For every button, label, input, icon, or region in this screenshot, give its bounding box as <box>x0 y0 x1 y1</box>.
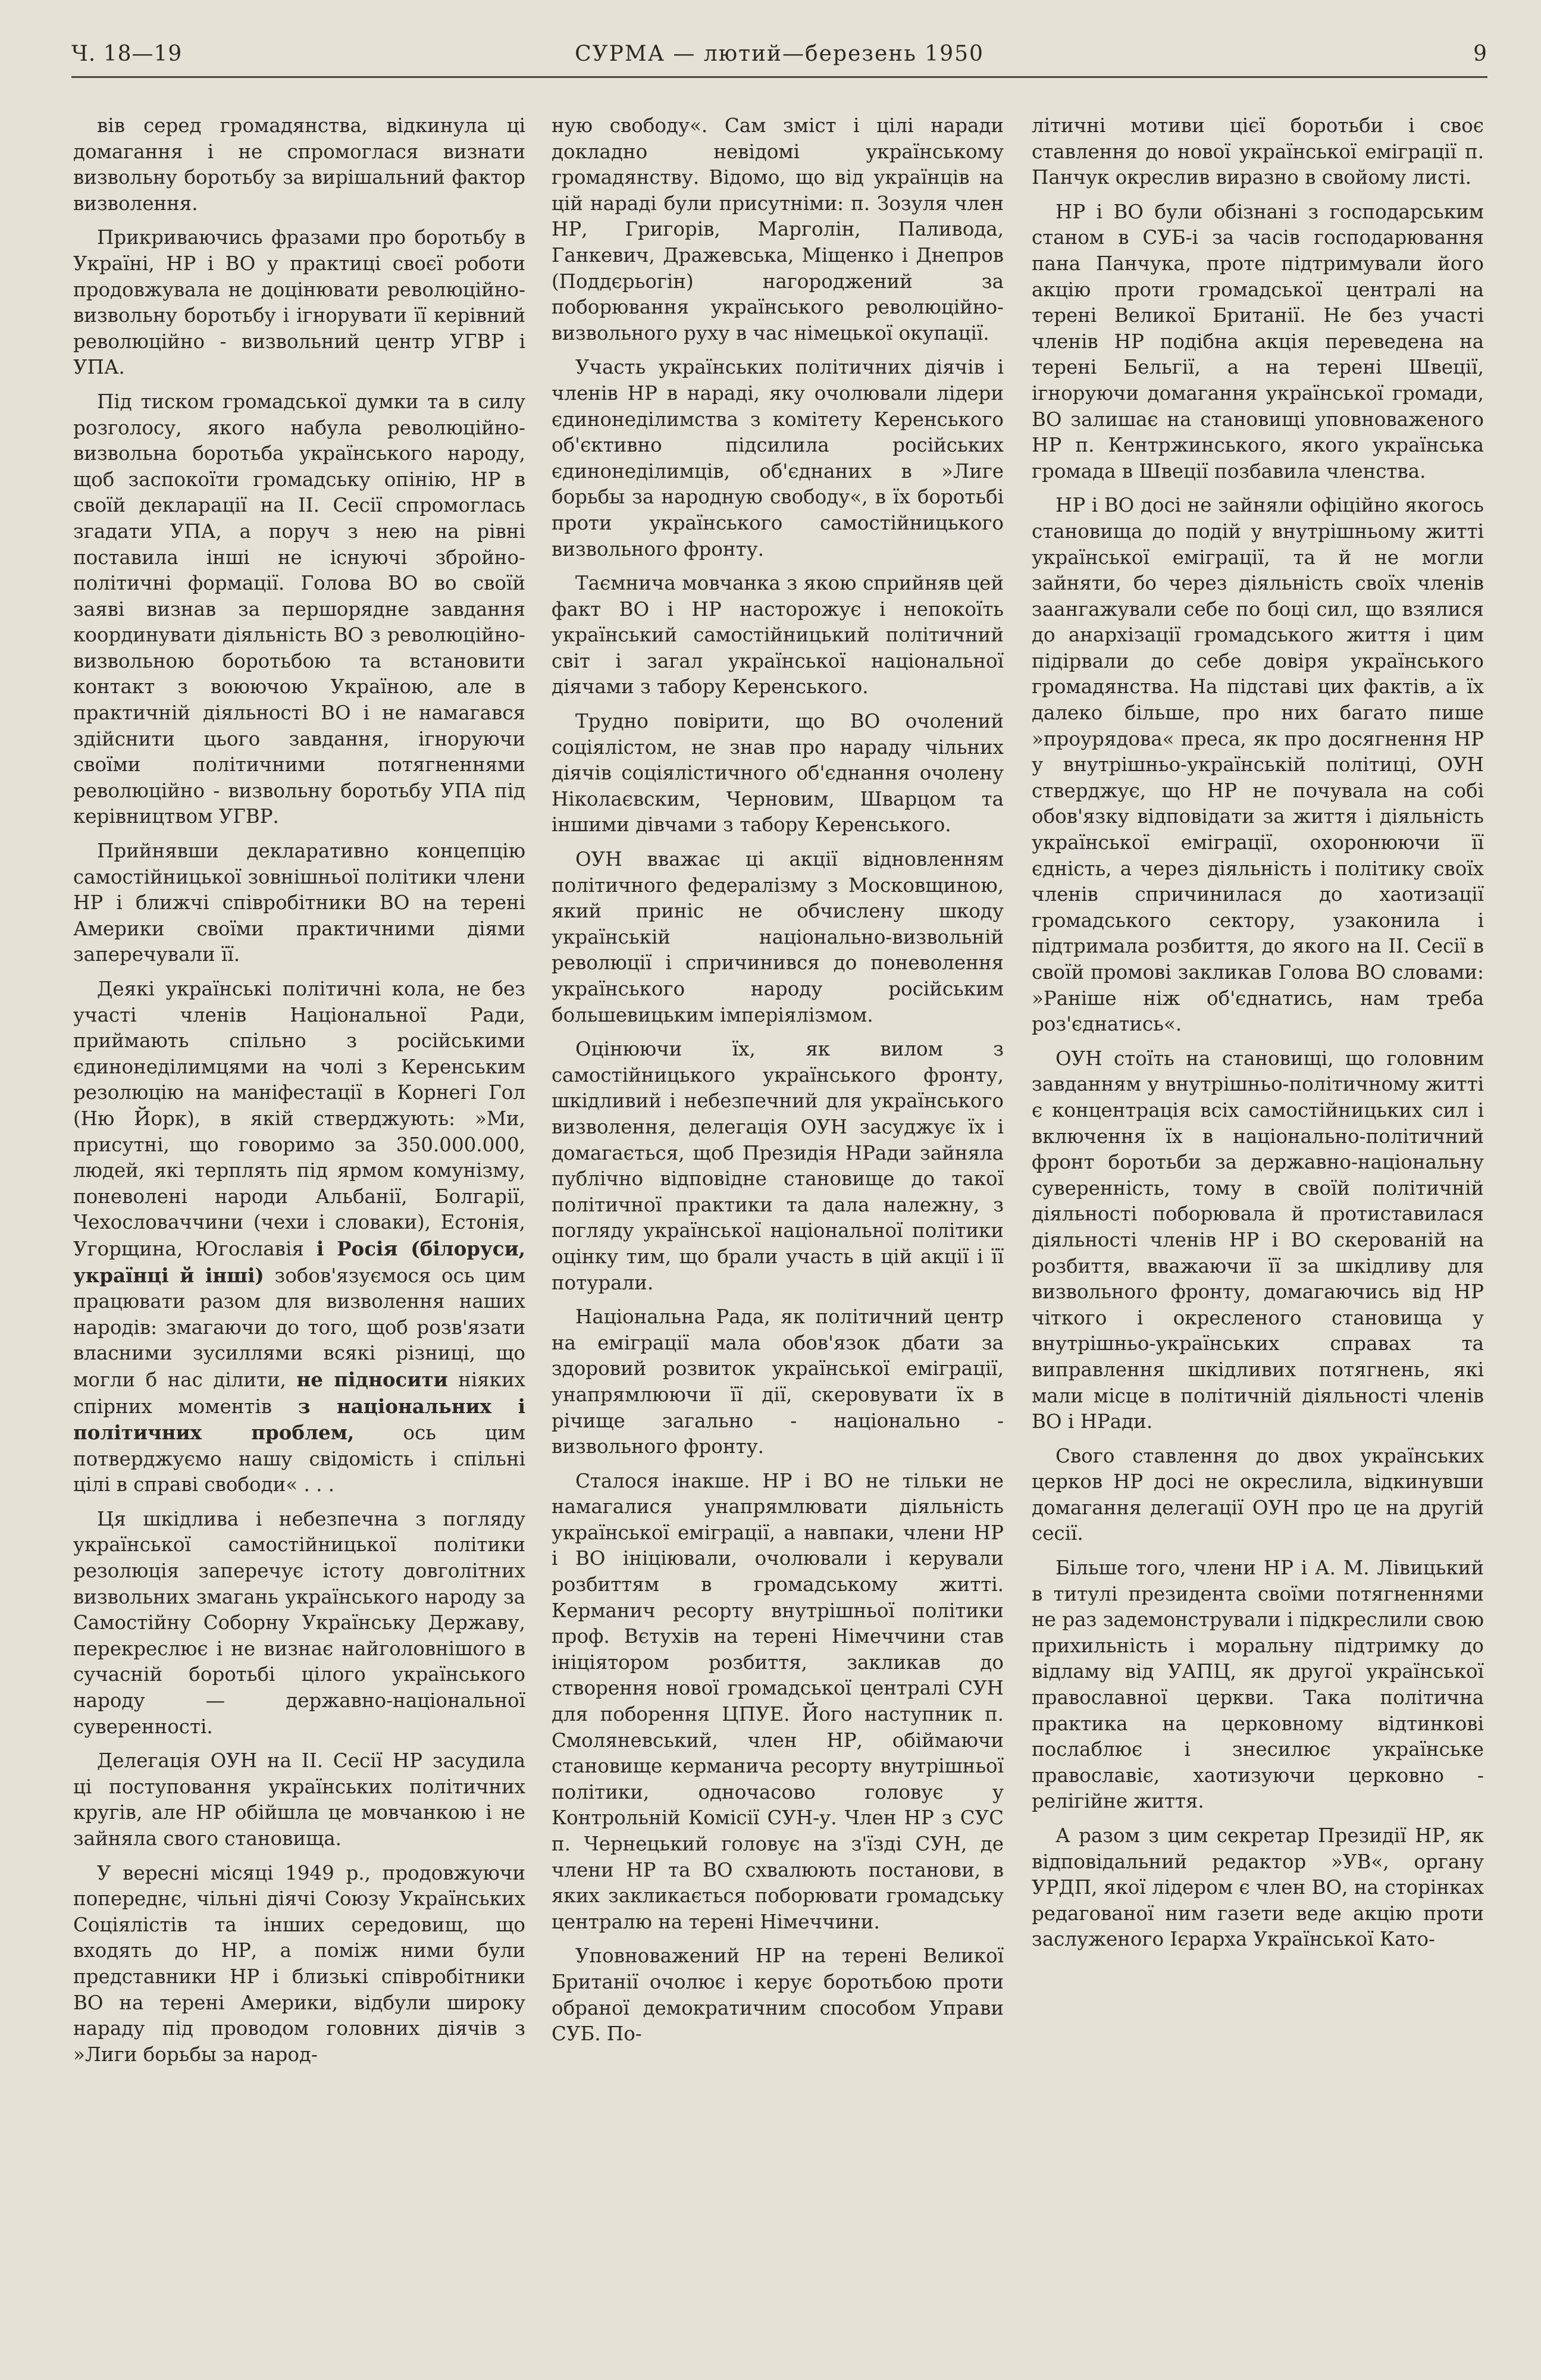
paragraph-text: ніяких спірних моментів <box>73 1368 525 1418</box>
paragraph-text: Участь українських політичних діячів і членів НР в нараді, яку очолювали лідери єдинонеділимства з комітету Керенського об'єктивно підсилила російських єдинонеділимців, об'єднаних в »Лиге борьбы за народную свободу«, в їх боротьбі проти українського самостійницького визвольного фронту. <box>552 356 1004 560</box>
article-paragraph <box>1032 113 1484 191</box>
paragraph-text: Таємнича мовчанка з якою сприйняв цей факт ВО і НР насторожує і непокоїть український самостійницький політичний світ і загал української національної діячами з табору Керенського. <box>552 572 1004 699</box>
paragraph-text: ную свободу«. Сам зміст і цілі наради докладно невідомі українському громадянству. Відомо, що від українців на цій нараді були присутніми: п. Зозуля член НР, Григорів, Марголін, Паливода, Ганкевич, Дражевська, Міщенко і Днепров (Поддєрьогін) нагороджений за поборювання українського революційно-визвольного руху в час німецької окупації. <box>552 114 1004 345</box>
column-2 <box>552 113 1004 2362</box>
article-paragraph <box>552 847 1004 1028</box>
paragraph-text: НР і ВО досі не зайняли офіційно якогось становища до подій у внутрішньому житті української еміграції, та й не могли зайняти, бо через діяльність своїх членів заангажували себе по боці сил, що взялися до анархізації громадського життя і цим підірвали до себе довіря українського громадянства. На підставі цих фактів, а їх далеко більше, про них багато пише »проурядова« преса, як про досягнення НР у внутрішньо-українській політиці, ОУН стверджує, що НР не почувала на собі обов'язку відповідати за життя і діяльність української еміграції, охоронюючи її єдність, а через діяльність і політику своїх членів спричинилася до хаотизації громадського сектору, узаконила і підтримала розбиття, до якого на II. Сесії в своїй промові закликав Голова ВО словами: »Раніше ніж об'єднатись, нам треба роз'єднатись«. <box>1032 494 1484 1036</box>
article-paragraph <box>73 113 525 217</box>
paragraph-text: Оцінюючи їх, як вилом з самостійницького українського фронту, шкідливий і небезпечний для українського визволення, делегація ОУН засуджує їх і домагається, щоб Президія НРади зайняла публічно відповідне становище до такої політичної практики та дала належну, з погляду української національної політики оцінку тим, що брали участь в цій акції і її потурали. <box>552 1038 1004 1294</box>
paragraph-text: НР і ВО були обізнані з господарським станом в СУБ-і за часів господарювання пана Панчука, проте підтримували його акцію проти громадської централі на терені Великої Британії. Не без участі членів НР подібна акція переведена на терені Бельгії, а на терені Швеції, ігноруючи домагання української громади, ВО залишає на становищі уповноваженого НР п. Кентржинського, якого українська громада в Швеції позбавила членства. <box>1032 200 1484 483</box>
masthead-title: СУРМА — лютий—березень 1950 <box>575 42 984 66</box>
paragraph-text: Трудно повірити, що ВО очолений соціялістом, не знав про нараду чільних діячів соціялістичного об'єднання очолену Ніколаєвским, Черновим, Шварцом та іншими дівчами з табору Керенського. <box>552 710 1004 837</box>
paragraph-text: ОУН стоїть на становищі, що головним завданням у внутрішньо-політичному житті є концентрація всіх самостійницьких сил і включення їх в національно-політичний фронт боротьби за державно-національну суверенність, тому в своїй політичній діяльності поборювала й протиставилася діяльності членів НР і ВО скерованій на розбиття, вважаючи її за шкідливу для визвольного фронту, домагаючись від НР чіткого і окресленого становища у внутрішньо-українських справах та виправлення шкідливих потягнень, які мали місце в політичній діяльності членів ВО і НРади. <box>1032 1047 1484 1433</box>
paragraph-text: Сталося інакше. НР і ВО не тільки не намагалися унапрямлювати діяльність української еміграції, а навпаки, члени НР і ВО ініціювали, очолювали і керували розбиттям в громадському житті. Керманич ресорту внутрішньої політики проф. Вєтухів на терені Німеччини став ініціятором розбиття, закликав до створення нової громадської централі СУН для поборення ЦПУЕ. Його наступник п. Смоляневський, член НР, обіймаючи становище керманича ресорту внутрішньої політики, одночасово головує у Контрольній Комісії СУН-у. Член НР з СУС п. Чернецький головує на з'їзді СУН, де члени НР та ВО схвалюють постанови, в яких закликається поборювати громадську централю на терені Німеччини. <box>552 1469 1004 1933</box>
article-paragraph <box>1032 1046 1484 1435</box>
paragraph-text: ось цим потверджуємо нашу свідомість і спільні цілі в справі свободи« . . . <box>73 1421 525 1496</box>
article-paragraph <box>1032 1555 1484 1815</box>
paragraph-text: У вересні місяці 1949 р., продовжуючи попереднє, чільні діячі Союзу Українських Соціялістів та інших середовищ, що входять до НР, а поміж ними були представники НР і близькі співробітники ВО на терені Америки, відбули широку нараду під проводом головних діячів з »Лиги борьбы за народ- <box>73 1861 525 2066</box>
paragraph-text: Прикриваючись фразами про боротьбу в Україні, НР і ВО у практиці своєї роботи продовжувала не доцінювати революційно-визвольну боротьбу і ігнорувати її керівний революційно - визвольний центр УГВР і УПА. <box>73 226 525 379</box>
paragraph-text: ОУН вважає ці акції відновленням політичного федералізму з Московщиною, який приніс не обчислену шкоду українській національно-визвольній революції і спричинився до поневолення українського народу російським большевицьким імперіялізмом. <box>552 848 1004 1026</box>
emphasis-text: і Росія (білоруси, українці й інші) <box>73 1236 525 1287</box>
article-paragraph <box>552 355 1004 562</box>
column-3 <box>1032 113 1484 2362</box>
paragraph-text: Національна Рада, як політичний центр на еміграції мала обов'язок дбати за здоровий розвиток української еміграції, унапрямлюючи її дії, скеровувати їх в річище загально - національно - визвольного фронту. <box>552 1305 1004 1458</box>
article-paragraph <box>73 389 525 830</box>
paragraph-text: Делегація ОУН на II. Сесії НР засудила ці поступовання українських політичних кругів, але НР обійшла це мовчанкою і не зайняла свого становища. <box>73 1749 525 1850</box>
article-paragraph <box>552 571 1004 700</box>
paragraph-text: Більше того, члени НР і А. М. Лівицький в титулі президента своїми потягненнями не раз задемонстрували і підкреслили свою прихильність і моральну підтримку до відламу від УАПЦ, як другої української православної церкви. Така політична практика на церковному відтинкові послаблює і знесилює українське православіє, хаотизуючи церковно - релігійне життя. <box>1032 1557 1484 1813</box>
header-rule <box>71 76 1487 78</box>
emphasis-text: не підносити <box>296 1367 448 1391</box>
article-paragraph <box>552 1943 1004 2047</box>
paragraph-text: Прийнявши декларативно концепцію самостійницької зовнішньої політики члени НР і ближчі співробітники ВО на терені Америки своїми практичними діями заперечували її. <box>73 840 525 966</box>
page-header <box>71 37 1487 73</box>
paragraph-text: Уповноважений НР на терені Великої Британії очолює і керує боротьбою проти обраної демократичним способом Управи СУБ. По- <box>552 1944 1004 2046</box>
article-paragraph <box>73 1861 525 2068</box>
issue-number: Ч. 18—19 <box>71 42 183 66</box>
emphasis-text: з національних і політичних проблем, <box>73 1394 525 1445</box>
article-paragraph <box>552 1036 1004 1296</box>
article-paragraph <box>73 976 525 1498</box>
paragraph-text: Ця шкідлива і небезпечна з погляду української самостійницької політики резолюція заперечує істоту довголітних визвольних змагань українського народу за Самостійну Соборну Українську Державу, перекреслює і не визнає найголовнішого в сучасній боротьбі цілого українського народу — державно-національної суверенності. <box>73 1507 525 1738</box>
paragraph-text: Свого ставлення до двох українських церков НР досі не окреслила, відкинувши домагання делегації ОУН про це на другій сесії. <box>1032 1444 1484 1545</box>
article-paragraph <box>73 1748 525 1852</box>
article-paragraph <box>552 113 1004 346</box>
paragraph-text: вів серед громадянства, відкинула ці домагання і не спромоглася визнати визвольну боротьбу за вирішальний фактор визволення. <box>73 114 525 215</box>
article-paragraph <box>552 1304 1004 1460</box>
article-paragraph <box>1032 199 1484 485</box>
page-number: 9 <box>1473 42 1487 66</box>
article-paragraph <box>73 1507 525 1740</box>
article-paragraph <box>1032 493 1484 1037</box>
paragraph-text: Деякі українські політичні кола, не без участі членів Національної Ради, приймають спільно з російськими єдинонеділимцями на чолі з Керенським резолюцію на маніфестації в Корнегі Гол (Ню Йорк), в якій стверджують: »Ми, присутні, що говоримо за 350.000.000, людей, які терплять під ярмом комунізму, поневолені народи Альбанії, Болгарії, Чехословаччини (чехи і словаки), Естонія, Угорщина, Югославія <box>73 978 525 1260</box>
article-paragraph <box>1032 1443 1484 1547</box>
paragraph-text: Під тиском громадської думки та в силу розголосу, якого набула революційно-визвольна боротьба українського народу, щоб заспокоїти громадську опінію, НР в своїй декларації на II. Сесії спромоглась згадати УПА, а поруч з нею на рівні поставила інші не існуючі збройно-політичні формації. Голова ВО во своїй заяві визнав за першорядне завдання координувати діяльність ВО з революційно-визвольною боротьбою та встановити контакт з воюючою Україною, але в практичній діяльності ВО і не намагався здійснити цього завдання, ігноруючи своїми політичними потягненнями революційно - визвольну боротьбу УПА під керівництвом УГВР. <box>73 390 525 828</box>
column-1 <box>73 113 525 2362</box>
article-paragraph <box>552 1468 1004 1936</box>
paragraph-text: А разом з цим секретар Президії НР, як відповідальний редактор »УВ«, органу УРДП, якої лідером є член ВО, на сторінках редагованої ним газети веде акцію проти заслуженого Ієрарха Української Като- <box>1032 1824 1484 1951</box>
article-paragraph <box>552 709 1004 838</box>
paragraph-text: зобов'язуємося ось цим працювати разом для визволення наших народів: змагаючи до того, щоб розв'язати власними зусиллями всякі різниці, що могли б нас ділити, <box>73 1264 525 1391</box>
paragraph-text: літичні мотиви цієї боротьби і своє ставлення до нової української еміграції п. Панчук окреслив виразно в свойому листі. <box>1032 114 1484 189</box>
article-paragraph <box>73 838 525 968</box>
article-paragraph <box>1032 1823 1484 1953</box>
article-paragraph <box>73 225 525 381</box>
